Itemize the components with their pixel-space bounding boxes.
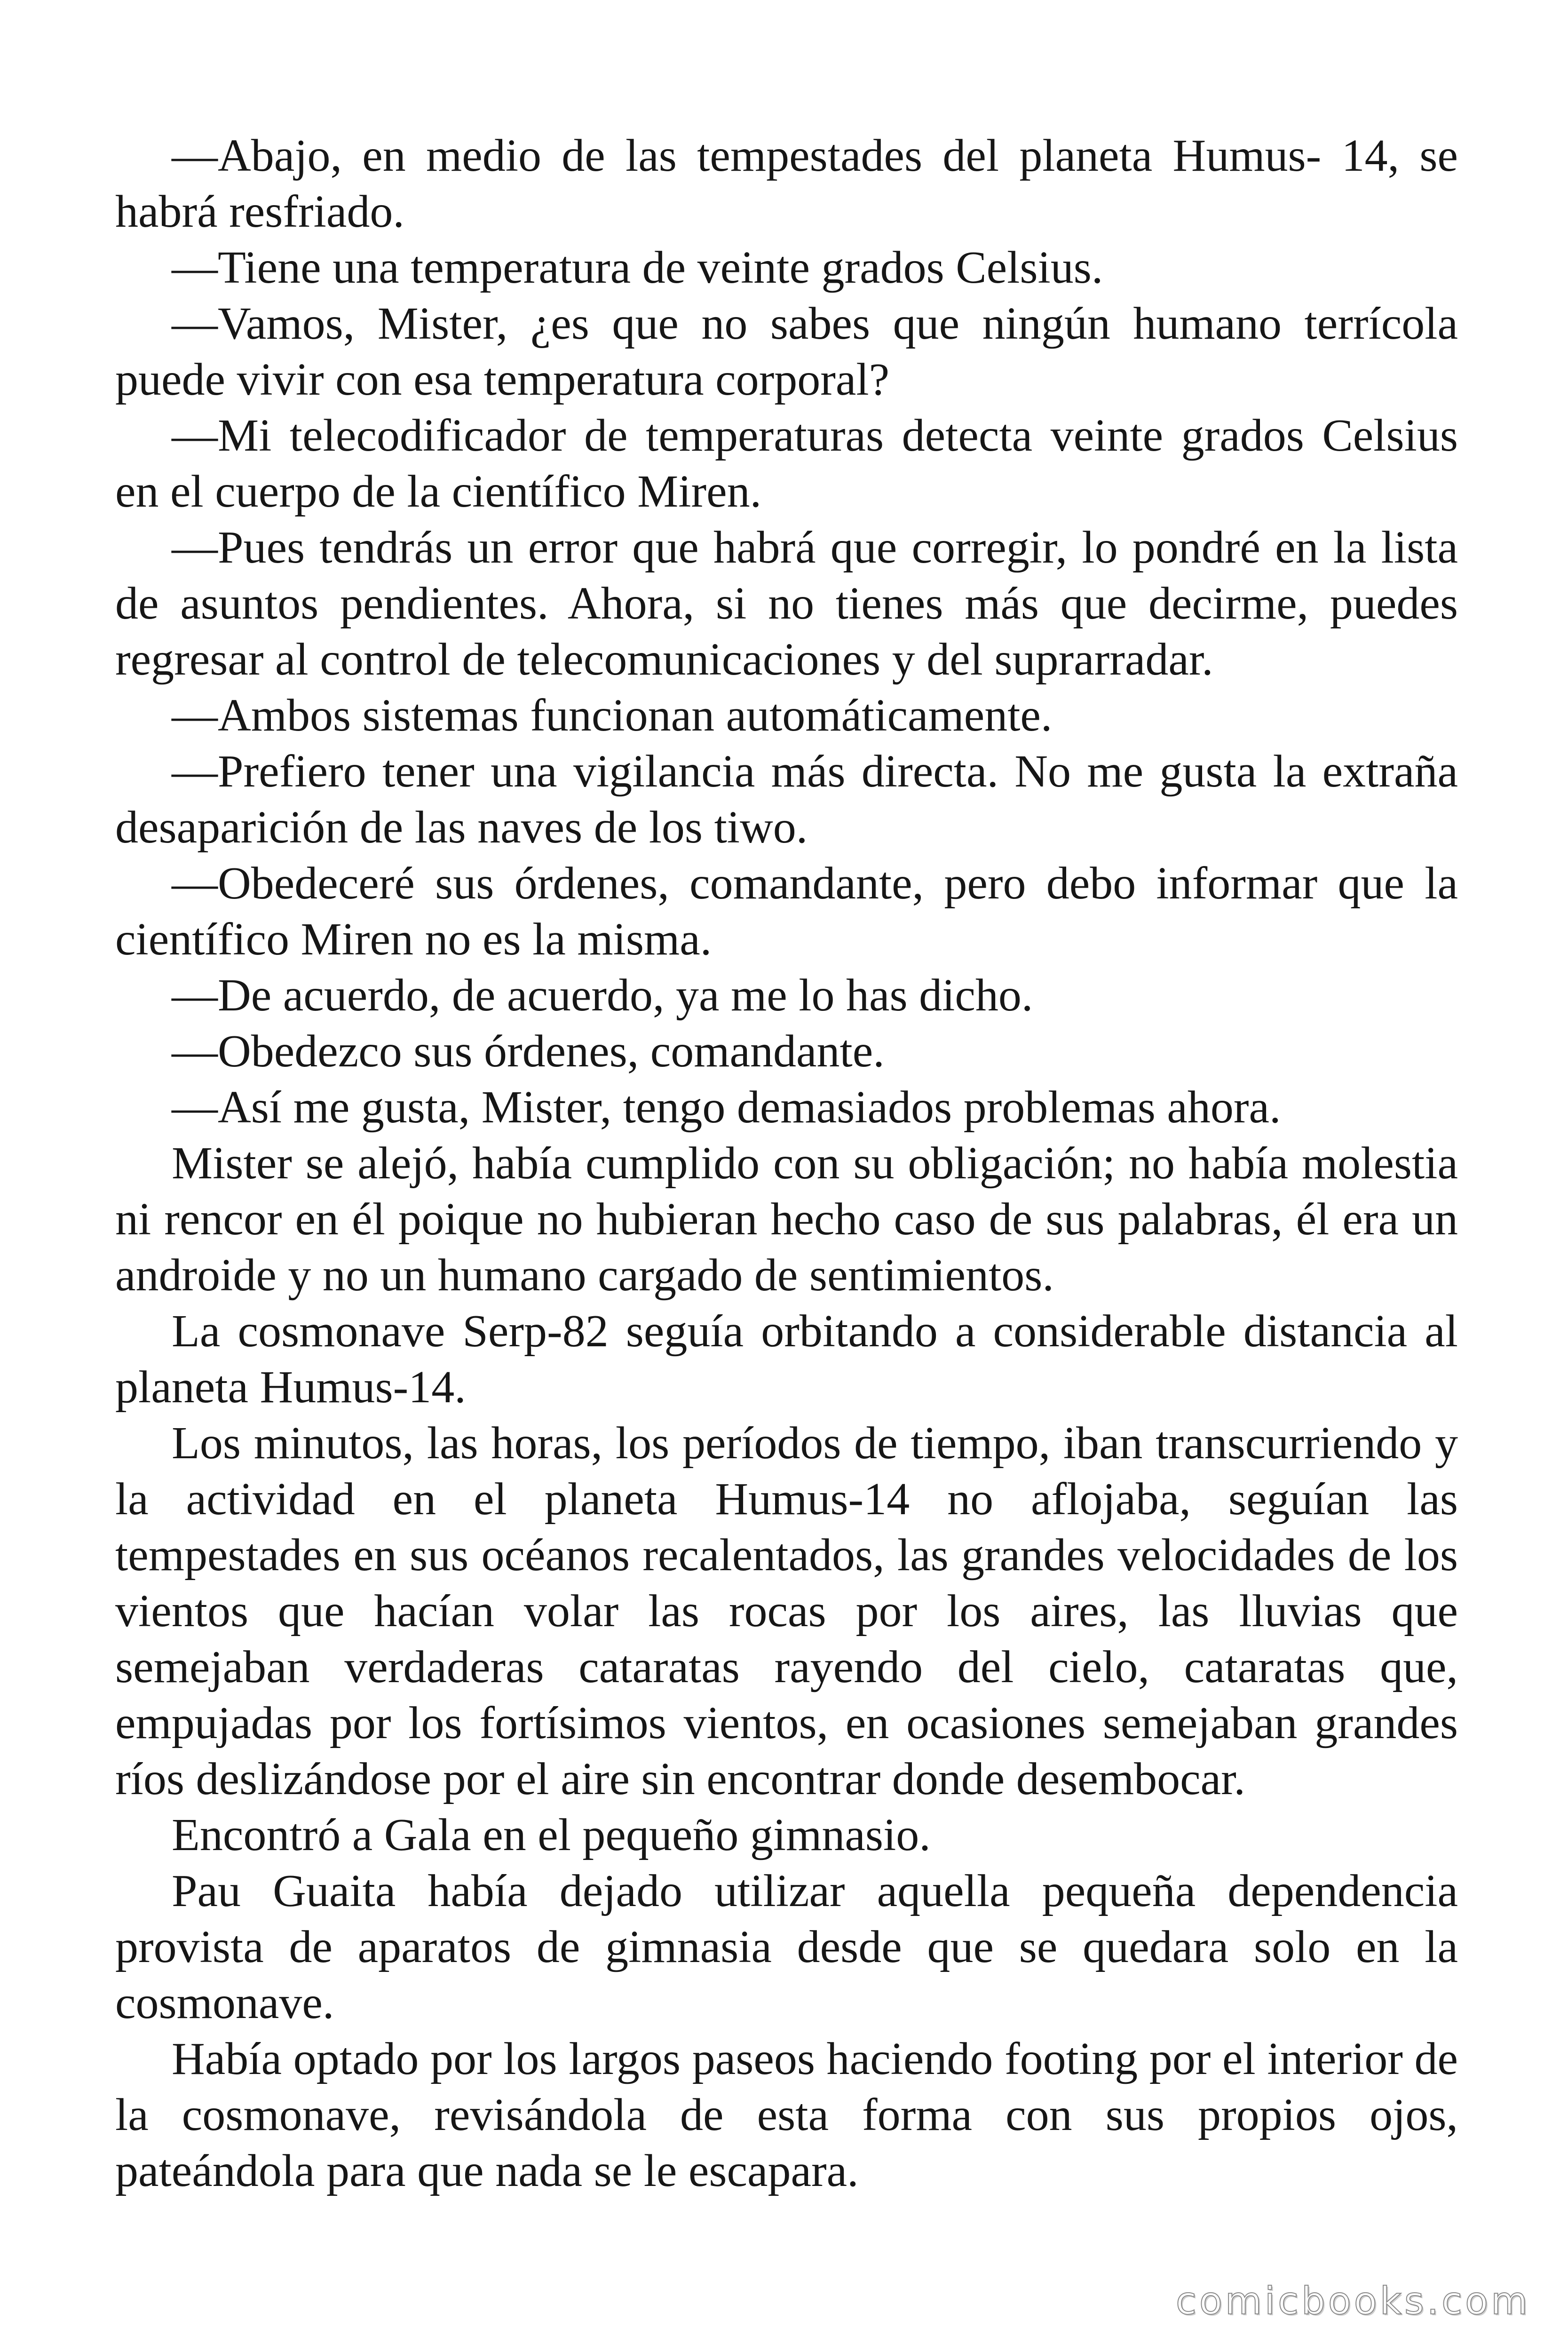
paragraph: —Obedeceré sus órdenes, comandante, pero debo informar que la científico Miren no es la misma. [115,858,1458,965]
paragraph: Pau Guaita había dejado utilizar aquella pequeña dependencia provista de aparatos de gimnasia desde que se quedara solo en la cosmonave. [115,1866,1458,2028]
paragraph: La cosmonave Serp-82 seguía orbitando a considerable distancia al planeta Humus-14. [115,1306,1458,1413]
paragraph: —Ambos sistemas funcionan automáticamente. [172,690,1053,741]
paragraph: Los minutos, las horas, los períodos de tiempo, iban transcurriendo y la actividad en el planeta Humus-14 no aflojaba, seguían las tempestades en sus océanos recalentados, las grandes velocidades de los vientos que hacían volar las rocas por los aires, las lluvias que semejaban verdaderas cataratas rayendo del cielo, cataratas que, empujadas por los fortísimos vientos, en ocasiones semejaban grandes ríos deslizándose por el aire sin encontrar donde desembocar. [115,1418,1458,1804]
paragraph: —Abajo, en medio de las tempestades del planeta Humus- 14, se habrá resfriado. [115,130,1458,237]
watermark-logo: comicbooks.com [1175,2279,1530,2323]
paragraph: —Prefiero tener una vigilancia más directa. No me gusta la extraña desaparición de las naves de los tiwo. [115,746,1458,853]
paragraph: —Pues tendrás un error que habrá que corregir, lo pondré en la lista de asuntos pendientes. Ahora, si no tienes más que decirme, puedes regresar al control de telecomunicaciones y del suprarradar. [115,522,1458,685]
paragraph: Mister se alejó, había cumplido con su obligación; no había molestia ni rencor en él poique no hubieran hecho caso de sus palabras, él era un androide y no un humano cargado de sentimientos. [115,1138,1458,1301]
body-text [115,128,1458,2199]
paragraph: —Mi telecodificador de temperaturas detecta veinte grados Celsius en el cuerpo de la científico Miren. [115,410,1458,517]
paragraph: Había optado por los largos paseos haciendo footing por el interior de la cosmonave, revisándola de esta forma con sus propios ojos, pateándola para que nada se le escapara. [115,2034,1458,2196]
paragraph: —Así me gusta, Mister, tengo demasiados problemas ahora. [172,1082,1281,1133]
paragraph: —Obedezco sus órdenes, comandante. [172,1026,885,1077]
paragraph: Encontró a Gala en el pequeño gimnasio. [172,1810,931,1860]
paragraph: —Vamos, Mister, ¿es que no sabes que ningún humano terrícola puede vivir con esa temperatura corporal? [115,298,1458,405]
paragraph: —Tiene una temperatura de veinte grados Celsius. [172,242,1103,293]
paragraph: —De acuerdo, de acuerdo, ya me lo has dicho. [172,970,1033,1021]
